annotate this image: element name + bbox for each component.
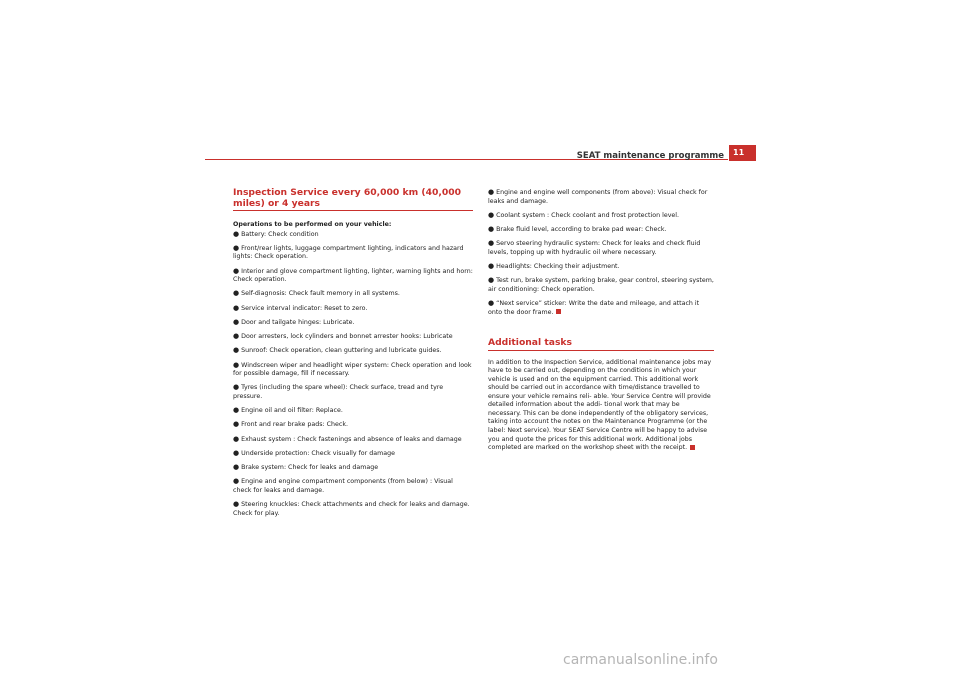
list-item <box>233 383 473 401</box>
list-item-text: Engine and engine well components (from above): Visual check for leaks and damage. <box>488 189 708 205</box>
list-item-text: Interior and glove compartment lighting, lighter, warning lights and horn: Check operation. <box>233 267 473 284</box>
bullet-icon: ● <box>233 383 240 392</box>
bullet-icon: ● <box>233 477 240 486</box>
list-item <box>233 289 473 299</box>
left-column <box>233 188 473 523</box>
list-item <box>233 267 473 285</box>
list-item-text: Door arresters, lock cylinders and bonnet arrester hooks: Lubricate <box>241 333 453 341</box>
bullet-icon: ● <box>233 346 240 355</box>
list-item-text: Exhaust system : Check fastenings and absence of leaks and damage <box>241 435 462 443</box>
list-item-text: Underside protection: Check visually for damage <box>241 449 395 457</box>
list-item <box>233 420 473 430</box>
list-item-text: Windscreen wiper and headlight wiper system: Check operation and look for possible damage, fill if necessary. <box>233 361 472 378</box>
operations-list-continued <box>488 188 714 317</box>
list-item <box>233 449 473 459</box>
list-item <box>488 225 714 235</box>
list-item <box>233 361 473 379</box>
additional-tasks-text: In addition to the Inspection Service, additional maintenance jobs may have to be carried out, depending on the conditions in which your vehicle is used and on the equipment carried. This additional work should be carried out in accordance with time/distance travelled to ensure your vehicle remains reli- able. Your Service Centre will provide detailed information about the addi- tional work that may be necessary. This can be done independently of the obligatory services, taking into account the notes on the Maintenance Programme (or the label: Next service). Your SEAT Service Centre will be happy to advise you and quote the prices for this additional work. Additional jobs completed are marked on the workshop sheet with the receipt. <box>488 358 712 452</box>
list-item <box>233 304 473 314</box>
list-item-text: Brake system: Check for leaks and damage <box>241 464 379 472</box>
list-item-text: “Next service” sticker: Write the date and mileage, and attach it onto the door frame. <box>488 300 700 316</box>
operations-list <box>233 230 473 519</box>
list-item-text: Self-diagnosis: Check fault memory in all systems. <box>241 290 400 298</box>
additional-tasks-section <box>488 338 714 453</box>
list-item-text: Tyres (including the spare wheel): Check surface, tread and tyre pressure. <box>233 384 444 400</box>
list-item-text: Engine and engine compartment components (from below) : Visual check for leaks and damage. <box>233 478 453 494</box>
list-item <box>233 346 473 356</box>
bullet-icon: ● <box>233 229 240 238</box>
list-item-text: Brake fluid level, according to brake pad wear: Check. <box>496 226 667 234</box>
list-item <box>488 211 714 221</box>
list-item-text: Door and tailgate hinges: Lubricate. <box>241 318 355 326</box>
list-item-text: Front and rear brake pads: Check. <box>241 421 349 429</box>
bullet-icon: ● <box>488 210 495 219</box>
list-item <box>233 500 473 518</box>
right-column <box>488 188 714 453</box>
section-end-marker <box>690 445 695 450</box>
list-item-text: Headlights: Checking their adjustment. <box>496 263 620 271</box>
bullet-icon: ● <box>488 276 495 285</box>
bullet-icon: ● <box>233 332 240 341</box>
list-item-text: Battery: Check condition <box>241 230 319 238</box>
bullet-icon: ● <box>233 303 240 312</box>
bullet-icon: ● <box>233 289 240 298</box>
list-item <box>233 230 473 240</box>
list-item <box>488 299 714 317</box>
list-item <box>233 435 473 445</box>
bullet-icon: ● <box>233 463 240 472</box>
list-item <box>233 244 473 262</box>
list-item <box>233 477 473 495</box>
bullet-icon: ● <box>233 406 240 415</box>
bullet-icon: ● <box>233 317 240 326</box>
list-item-text: Service interval indicator: Reset to zero. <box>241 304 368 312</box>
bullet-icon: ● <box>233 434 240 443</box>
list-item-text: Front/rear lights, luggage compartment lighting, indicators and hazard lights: Check operation. <box>233 244 464 261</box>
list-item <box>233 318 473 328</box>
section-heading-additional-tasks: Additional tasks <box>488 338 714 351</box>
section-heading-inspection: Inspection Service every 60,000 km (40,000 miles) or 4 years <box>233 188 473 211</box>
list-item-text: Sunroof: Check operation, clean guttering and lubricate guides. <box>241 347 442 355</box>
list-item <box>488 188 714 206</box>
bullet-icon: ● <box>233 243 240 252</box>
list-item-text: Coolant system : Check coolant and frost protection level. <box>496 211 680 219</box>
list-item-text: Test run, brake system, parking brake, gear control, steering system, air conditioning: Check operation. <box>488 277 714 293</box>
bullet-icon: ● <box>233 420 240 429</box>
list-item-text: Servo steering hydraulic system: Check for leaks and check fluid levels, topping up with hydraulic oil where necessary. <box>488 240 701 256</box>
operations-subheading: Operations to be performed on your vehicle: <box>233 221 392 228</box>
list-item <box>488 239 714 257</box>
watermark-text: carmanualsonline.info <box>563 652 718 668</box>
section-end-marker <box>556 309 561 314</box>
list-item <box>488 276 714 294</box>
bullet-icon: ● <box>488 225 495 234</box>
bullet-icon: ● <box>488 262 495 271</box>
bullet-icon: ● <box>488 299 495 308</box>
bullet-icon: ● <box>488 239 495 248</box>
list-item-text: Engine oil and oil filter: Replace. <box>241 407 343 415</box>
list-item-text: Steering knuckles: Check attachments and check for leaks and damage. Check for play. <box>233 501 470 517</box>
list-item <box>233 406 473 416</box>
running-header-title: SEAT maintenance programme <box>576 151 724 161</box>
bullet-icon: ● <box>233 266 240 275</box>
page-number-badge: 11 <box>729 145 756 161</box>
list-item <box>488 262 714 272</box>
bullet-icon: ● <box>233 500 240 509</box>
additional-tasks-paragraph <box>488 359 714 453</box>
bullet-icon: ● <box>233 360 240 369</box>
bullet-icon: ● <box>488 188 495 196</box>
list-item <box>233 332 473 342</box>
list-item <box>233 463 473 473</box>
bullet-icon: ● <box>233 448 240 457</box>
